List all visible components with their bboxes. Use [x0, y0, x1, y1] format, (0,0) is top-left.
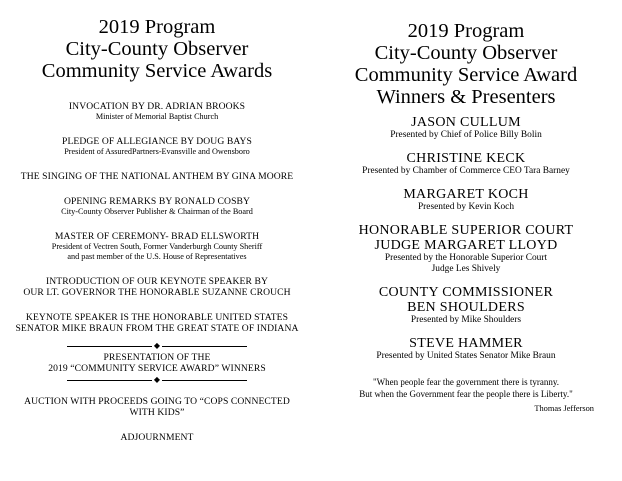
- auction-section: [8, 396, 306, 418]
- introduction-line-2: OUR LT. GOVERNOR THE HONORABLE SUZANNE CROUCH: [23, 287, 291, 298]
- invocation-subtitle: Minister of Memorial Baptist Church: [95, 112, 219, 121]
- keynote-section: [8, 312, 306, 334]
- winners-column: [316, 0, 616, 414]
- program-title-line-3: Community Service Awards: [41, 60, 273, 82]
- diamond-icon: ◆: [153, 341, 161, 350]
- winner-name-line-1: HONORABLE SUPERIOR COURT: [358, 223, 574, 238]
- winner-item: [316, 115, 616, 141]
- winners-title-line-2: City-County Observer: [374, 42, 558, 64]
- introduction-line-1: INTRODUCTION OF OUR KEYNOTE SPEAKER BY: [45, 276, 269, 287]
- pledge-heading: PLEDGE OF ALLEGIANCE BY DOUG BAYS: [62, 136, 252, 147]
- winner-item: [316, 223, 616, 275]
- diamond-icon: ◆: [153, 375, 161, 384]
- winner-name: JASON CULLUM: [411, 115, 521, 130]
- master-subtitle-line-1: President of Vectren South, Former Vanderburgh County Sheriff: [51, 242, 263, 251]
- keynote-line-2: SENATOR MIKE BRAUN FROM THE GREAT STATE OF INDIANA: [15, 323, 299, 334]
- invocation-section: [8, 101, 306, 122]
- quote-line-2: But when the Government fear the people there is Liberty.": [359, 389, 573, 399]
- presentation-line-2: 2019 “COMMUNITY SERVICE AWARD” WINNERS: [48, 363, 266, 374]
- winner-item: [316, 336, 616, 362]
- winner-presenter: Presented by United States Senator Mike Braun: [376, 351, 556, 361]
- master-section: [8, 231, 306, 262]
- winner-name-line-2: JUDGE MARGARET LLOYD: [374, 238, 558, 253]
- winners-title-line-4: Winners & Presenters: [376, 86, 556, 108]
- auction-line-2: WITH KIDS”: [129, 407, 185, 418]
- divider-line: [67, 380, 152, 381]
- keynote-line-1: KEYNOTE SPEAKER IS THE HONORABLE UNITED STATES: [25, 312, 289, 323]
- quote-author: Thomas Jefferson: [534, 404, 594, 413]
- presentation-section: [8, 352, 306, 374]
- winner-presenter: Presented by Mike Shoulders: [410, 315, 522, 325]
- winners-title: [316, 20, 616, 108]
- master-heading: MASTER OF CEREMONY- BRAD ELLSWORTH: [54, 231, 260, 242]
- quote-block: [316, 376, 616, 414]
- adjournment-heading: ADJOURNMENT: [120, 432, 194, 443]
- program-title: [8, 16, 306, 82]
- ornament-divider-bottom: [67, 376, 247, 384]
- divider-line: [162, 346, 247, 347]
- winner-presenter-line-2: Judge Les Shively: [431, 264, 501, 274]
- opening-subtitle: City-County Observer Publisher & Chairman of the Board: [61, 207, 253, 216]
- anthem-section: [8, 171, 306, 182]
- master-subtitle-line-2: and past member of the U.S. House of Representatives: [67, 252, 247, 261]
- divider-line: [162, 380, 247, 381]
- divider-line: [67, 346, 152, 347]
- winner-presenter: Presented by Kevin Koch: [417, 202, 515, 212]
- ornament-divider-top: [67, 342, 247, 350]
- presentation-line-1: PRESENTATION OF THE: [103, 352, 211, 363]
- quote-line-1: "When people fear the government there is tyranny.: [372, 377, 560, 387]
- opening-heading: OPENING REMARKS BY RONALD COSBY: [63, 196, 251, 207]
- introduction-section: [8, 276, 306, 298]
- program-title-line-1: 2019 Program: [98, 16, 216, 38]
- winner-name-line-1: COUNTY COMMISSIONER: [378, 285, 554, 300]
- auction-line-1: AUCTION WITH PROCEEDS GOING TO “COPS CONNECTED: [24, 396, 290, 407]
- opening-section: [8, 196, 306, 217]
- winners-title-line-1: 2019 Program: [407, 20, 525, 42]
- winner-name: STEVE HAMMER: [409, 336, 523, 351]
- pledge-section: [8, 136, 306, 157]
- program-column: [8, 0, 306, 443]
- invocation-heading: INVOCATION BY DR. ADRIAN BROOKS: [68, 101, 246, 112]
- winner-presenter-line-1: Presented by the Honorable Superior Court: [384, 253, 548, 263]
- winner-name: MARGARET KOCH: [403, 187, 529, 202]
- winner-item: [316, 151, 616, 177]
- pledge-subtitle: President of AssuredPartners-Evansville and Owensboro: [64, 147, 250, 156]
- winners-title-line-3: Community Service Award: [354, 64, 578, 86]
- winner-presenter: Presented by Chamber of Commerce CEO Tara Barney: [362, 166, 570, 176]
- adjournment-section: [8, 432, 306, 443]
- winner-item: [316, 285, 616, 326]
- anthem-heading: THE SINGING OF THE NATIONAL ANTHEM BY GINA MOORE: [20, 171, 294, 182]
- winner-name: CHRISTINE KECK: [406, 151, 526, 166]
- winner-presenter: Presented by Chief of Police Billy Bolin: [390, 130, 542, 140]
- program-title-line-2: City-County Observer: [65, 38, 249, 60]
- winner-name-line-2: BEN SHOULDERS: [407, 300, 525, 315]
- winner-item: [316, 187, 616, 213]
